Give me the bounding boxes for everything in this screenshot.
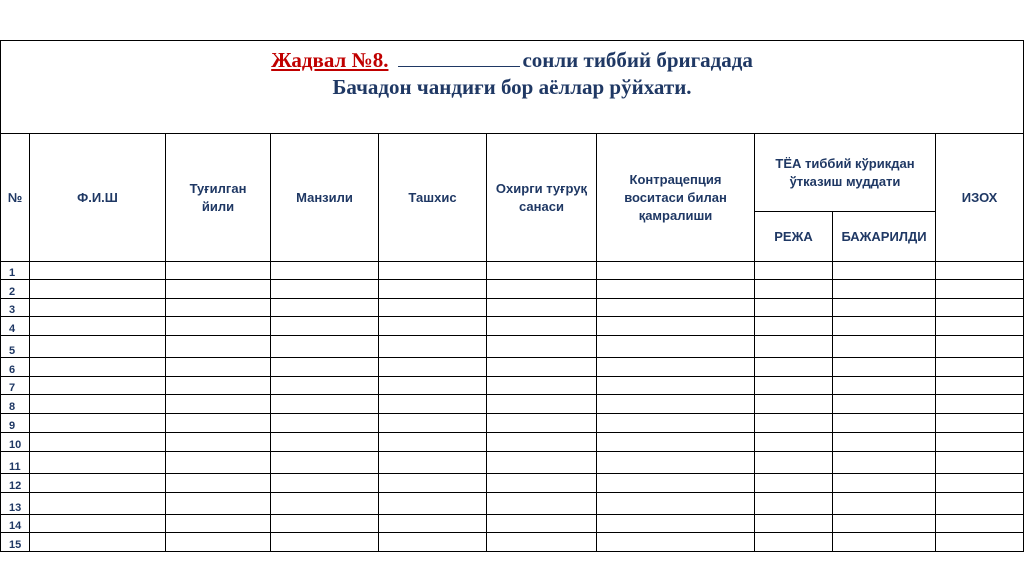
table-cell[interactable] xyxy=(597,474,755,493)
table-cell[interactable] xyxy=(833,336,936,358)
table-cell[interactable] xyxy=(166,452,271,474)
table-cell[interactable] xyxy=(379,474,487,493)
table-cell[interactable] xyxy=(271,433,379,452)
table-cell[interactable] xyxy=(30,414,166,433)
header-last-birth-date: Охирги туғруқ санаси xyxy=(487,134,597,262)
table-cell[interactable] xyxy=(271,474,379,493)
table-row xyxy=(1,336,1024,358)
table-cell[interactable] xyxy=(30,262,166,280)
table-cell[interactable] xyxy=(487,493,597,515)
table-cell[interactable] xyxy=(597,280,755,299)
table-cell[interactable] xyxy=(271,493,379,515)
table-cell[interactable] xyxy=(755,414,833,433)
table-cell[interactable] xyxy=(166,515,271,533)
table-cell[interactable] xyxy=(166,317,271,336)
table-cell[interactable] xyxy=(379,280,487,299)
table-row xyxy=(1,474,1024,493)
table-row xyxy=(1,452,1024,474)
table-cell[interactable] xyxy=(271,299,379,317)
table-cell[interactable] xyxy=(755,474,833,493)
table-cell[interactable] xyxy=(271,358,379,377)
table-cell[interactable] xyxy=(30,493,166,515)
table-cell[interactable] xyxy=(597,336,755,358)
table-row xyxy=(1,533,1024,552)
table-title xyxy=(1,41,1024,134)
table-cell[interactable] xyxy=(597,317,755,336)
table-cell[interactable] xyxy=(597,493,755,515)
table-cell[interactable] xyxy=(936,395,1024,414)
table-cell[interactable] xyxy=(597,533,755,552)
table-row xyxy=(1,317,1024,336)
table-cell[interactable] xyxy=(30,533,166,552)
table-cell[interactable] xyxy=(597,262,755,280)
table-cell[interactable] xyxy=(755,533,833,552)
table-cell[interactable] xyxy=(755,336,833,358)
table-cell[interactable] xyxy=(271,377,379,395)
table-cell[interactable] xyxy=(166,493,271,515)
table-cell[interactable] xyxy=(271,262,379,280)
table-cell[interactable] xyxy=(755,377,833,395)
table-row xyxy=(1,433,1024,452)
table-cell[interactable] xyxy=(936,452,1024,474)
table-cell[interactable] xyxy=(833,452,936,474)
title-line1: сонли тиббий бригадада xyxy=(522,48,753,72)
table-cell[interactable] xyxy=(30,452,166,474)
row-number: 1 xyxy=(1,262,30,280)
table-cell[interactable] xyxy=(379,493,487,515)
table-cell[interactable] xyxy=(833,377,936,395)
row-number: 3 xyxy=(1,299,30,317)
table-row xyxy=(1,262,1024,280)
title-blank-line[interactable] xyxy=(398,48,520,67)
table-cell[interactable] xyxy=(597,358,755,377)
row-number: 4 xyxy=(1,317,30,336)
table-cell[interactable] xyxy=(597,433,755,452)
table-sheet xyxy=(0,40,1024,549)
header-address: Манзили xyxy=(271,134,379,262)
header-diagnosis: Ташхис xyxy=(379,134,487,262)
table-cell[interactable] xyxy=(597,414,755,433)
header-note: ИЗОХ xyxy=(936,134,1024,262)
table-cell[interactable] xyxy=(271,395,379,414)
table-cell[interactable] xyxy=(936,414,1024,433)
table-row xyxy=(1,414,1024,433)
table-cell[interactable] xyxy=(379,452,487,474)
table-cell[interactable] xyxy=(271,515,379,533)
table-cell[interactable] xyxy=(487,317,597,336)
table-cell[interactable] xyxy=(30,358,166,377)
table-cell[interactable] xyxy=(166,299,271,317)
table-cell[interactable] xyxy=(755,280,833,299)
table-cell[interactable] xyxy=(379,414,487,433)
table-cell[interactable] xyxy=(597,395,755,414)
table-cell[interactable] xyxy=(379,533,487,552)
header-contraception: Контрацепция воситаси билан қамралиши xyxy=(597,134,755,262)
table-cell[interactable] xyxy=(833,358,936,377)
table-cell[interactable] xyxy=(833,262,936,280)
table-cell[interactable] xyxy=(487,336,597,358)
table-cell[interactable] xyxy=(30,395,166,414)
table-cell[interactable] xyxy=(755,299,833,317)
table-cell[interactable] xyxy=(936,377,1024,395)
table-cell[interactable] xyxy=(379,336,487,358)
women-register-table xyxy=(0,40,1024,552)
table-cell[interactable] xyxy=(379,299,487,317)
header-num: № xyxy=(1,134,30,262)
table-cell[interactable] xyxy=(487,358,597,377)
table-cell[interactable] xyxy=(271,414,379,433)
table-cell[interactable] xyxy=(755,317,833,336)
table-cell[interactable] xyxy=(597,452,755,474)
row-number: 12 xyxy=(1,474,30,493)
row-number: 15 xyxy=(1,533,30,552)
table-cell[interactable] xyxy=(487,533,597,552)
table-cell[interactable] xyxy=(936,533,1024,552)
table-cell[interactable] xyxy=(597,299,755,317)
table-cell[interactable] xyxy=(166,358,271,377)
table-cell[interactable] xyxy=(166,414,271,433)
table-cell[interactable] xyxy=(487,452,597,474)
table-cell[interactable] xyxy=(166,433,271,452)
table-cell[interactable] xyxy=(833,317,936,336)
table-cell[interactable] xyxy=(487,414,597,433)
row-number: 14 xyxy=(1,515,30,533)
table-cell[interactable] xyxy=(30,433,166,452)
table-row xyxy=(1,395,1024,414)
table-cell[interactable] xyxy=(936,515,1024,533)
table-cell[interactable] xyxy=(379,262,487,280)
row-number: 8 xyxy=(1,395,30,414)
table-cell[interactable] xyxy=(936,493,1024,515)
table-cell[interactable] xyxy=(487,262,597,280)
table-cell[interactable] xyxy=(597,377,755,395)
row-number: 2 xyxy=(1,280,30,299)
table-cell[interactable] xyxy=(936,299,1024,317)
table-cell[interactable] xyxy=(755,515,833,533)
table-cell[interactable] xyxy=(271,336,379,358)
table-cell[interactable] xyxy=(936,262,1024,280)
table-cell[interactable] xyxy=(936,474,1024,493)
row-number: 6 xyxy=(1,358,30,377)
table-cell[interactable] xyxy=(487,280,597,299)
table-cell[interactable] xyxy=(30,474,166,493)
table-cell[interactable] xyxy=(833,280,936,299)
row-number: 9 xyxy=(1,414,30,433)
table-cell[interactable] xyxy=(833,414,936,433)
table-row xyxy=(1,299,1024,317)
table-cell[interactable] xyxy=(936,280,1024,299)
table-cell[interactable] xyxy=(487,433,597,452)
table-cell[interactable] xyxy=(936,433,1024,452)
table-cell[interactable] xyxy=(833,515,936,533)
table-cell[interactable] xyxy=(379,515,487,533)
header-birth-year: Туғилган йили xyxy=(166,134,271,262)
row-number: 11 xyxy=(1,452,30,474)
table-cell[interactable] xyxy=(597,515,755,533)
table-cell[interactable] xyxy=(271,533,379,552)
title-prefix: Жадвал №8. xyxy=(271,48,389,72)
table-cell[interactable] xyxy=(30,317,166,336)
row-number: 7 xyxy=(1,377,30,395)
table-cell[interactable] xyxy=(755,358,833,377)
table-cell[interactable] xyxy=(271,280,379,299)
table-body xyxy=(1,262,1024,552)
table-cell[interactable] xyxy=(833,433,936,452)
table-cell[interactable] xyxy=(271,317,379,336)
table-cell[interactable] xyxy=(166,280,271,299)
header-exam-period: ТЁА тиббий кўрикдан ўтказиш муддати xyxy=(755,134,936,212)
table-cell[interactable] xyxy=(166,336,271,358)
table-cell[interactable] xyxy=(487,377,597,395)
table-cell[interactable] xyxy=(379,317,487,336)
row-number: 13 xyxy=(1,493,30,515)
table-cell[interactable] xyxy=(833,493,936,515)
table-cell[interactable] xyxy=(487,474,597,493)
table-cell[interactable] xyxy=(30,280,166,299)
table-cell[interactable] xyxy=(166,262,271,280)
table-cell[interactable] xyxy=(166,377,271,395)
table-cell[interactable] xyxy=(166,533,271,552)
table-cell[interactable] xyxy=(166,474,271,493)
table-cell[interactable] xyxy=(379,358,487,377)
table-cell[interactable] xyxy=(379,395,487,414)
table-cell[interactable] xyxy=(755,262,833,280)
table-cell[interactable] xyxy=(487,299,597,317)
table-cell[interactable] xyxy=(30,515,166,533)
table-cell[interactable] xyxy=(936,336,1024,358)
table-cell[interactable] xyxy=(379,433,487,452)
table-cell[interactable] xyxy=(30,299,166,317)
table-cell[interactable] xyxy=(166,395,271,414)
title-line2: Бачадон чандиғи бор аёллар рўйхати. xyxy=(332,75,692,99)
table-row xyxy=(1,280,1024,299)
table-cell[interactable] xyxy=(30,377,166,395)
table-cell[interactable] xyxy=(755,395,833,414)
header-plan: РЕЖА xyxy=(755,212,833,262)
table-cell[interactable] xyxy=(833,395,936,414)
table-cell[interactable] xyxy=(833,474,936,493)
table-row xyxy=(1,377,1024,395)
row-number: 5 xyxy=(1,336,30,358)
header-done: БАЖАРИЛДИ xyxy=(833,212,936,262)
table-cell[interactable] xyxy=(936,358,1024,377)
table-cell[interactable] xyxy=(487,395,597,414)
header-fio: Ф.И.Ш xyxy=(30,134,166,262)
table-cell[interactable] xyxy=(755,493,833,515)
table-cell[interactable] xyxy=(379,377,487,395)
table-cell[interactable] xyxy=(755,452,833,474)
row-number: 10 xyxy=(1,433,30,452)
table-row xyxy=(1,493,1024,515)
table-row xyxy=(1,515,1024,533)
table-cell[interactable] xyxy=(487,515,597,533)
table-cell[interactable] xyxy=(833,533,936,552)
table-cell[interactable] xyxy=(30,336,166,358)
table-row xyxy=(1,358,1024,377)
table-cell[interactable] xyxy=(271,452,379,474)
table-cell[interactable] xyxy=(755,433,833,452)
table-cell[interactable] xyxy=(936,317,1024,336)
table-cell[interactable] xyxy=(833,299,936,317)
